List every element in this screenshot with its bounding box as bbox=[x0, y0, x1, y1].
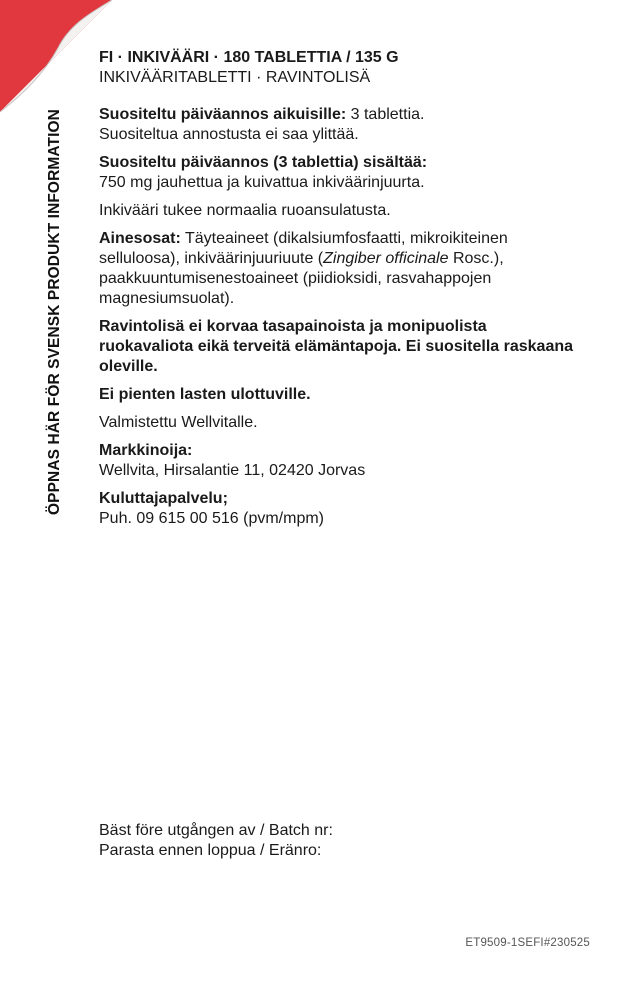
children-warning: Ei pienten lasten ulottuville. bbox=[99, 386, 311, 403]
product-code: ET9509-1SEFI#230525 bbox=[465, 937, 590, 949]
customer-service-phone: Puh. 09 615 00 516 (pvm/mpm) bbox=[99, 510, 325, 527]
manufactured-by: Valmistettu Wellvitalle. bbox=[99, 414, 258, 431]
marketer-label: Markkinoija: bbox=[99, 442, 193, 459]
ingredients-text-1: Täyteaineet (dikalsiumfosfaatti, mikroikiteinen selluloosa), inkiväärinjuuriuute ( bbox=[99, 230, 508, 267]
contains-label: Suositeltu päiväannos (3 tablettia) sisältää: bbox=[99, 154, 428, 171]
ingredients-label: Ainesosat: bbox=[99, 230, 181, 247]
best-before-fi: Parasta ennen loppua / Eränro: bbox=[99, 842, 322, 859]
contains-text: 750 mg jauhettua ja kuivattua inkiväärinjuurta. bbox=[99, 174, 425, 191]
dosage-value: 3 tablettia. bbox=[346, 106, 425, 123]
marketer-address: Wellvita, Hirsalantie 11, 02420 Jorvas bbox=[99, 462, 366, 479]
supplement-warning: Ravintolisä ei korvaa tasapainoista ja monipuolista ruokavaliota eikä terveitä elämäntapoja. Ei suositella raskaana oleville. bbox=[99, 318, 574, 375]
product-info bbox=[99, 48, 579, 537]
customer-service-block bbox=[99, 489, 579, 529]
dosage-label: Suositeltu päiväannos aikuisille: bbox=[99, 106, 347, 123]
open-here-swedish-label: ÖPPNAS HÄR FÖR SVENSK PRODUKT INFORMATION bbox=[46, 109, 63, 515]
ingredients-latin: Zingiber officinale bbox=[323, 250, 449, 267]
customer-service-label: Kuluttajapalvelu; bbox=[99, 490, 228, 507]
contains-block bbox=[99, 153, 579, 193]
dosage-note: Suositeltua annostusta ei saa ylittää. bbox=[99, 126, 359, 143]
ingredients-text-2: Rosc.), paakkuuntumisenestoaineet (piidioksidi, rasvahappojen magnesiumsuolat). bbox=[99, 250, 504, 307]
ingredients-block bbox=[99, 229, 579, 309]
best-before-batch bbox=[99, 821, 333, 861]
best-before-sv: Bäst före utgången av / Batch nr: bbox=[99, 822, 333, 839]
health-claim: Inkivääri tukee normaalia ruoansulatusta. bbox=[99, 202, 391, 219]
marketer-block bbox=[99, 441, 579, 481]
dosage-block bbox=[99, 105, 579, 145]
product-subtitle: INKIVÄÄRITABLETTI · RAVINTOLISÄ bbox=[99, 69, 371, 86]
product-title: FI · INKIVÄÄRI · 180 TABLETTIA / 135 G bbox=[99, 49, 399, 66]
